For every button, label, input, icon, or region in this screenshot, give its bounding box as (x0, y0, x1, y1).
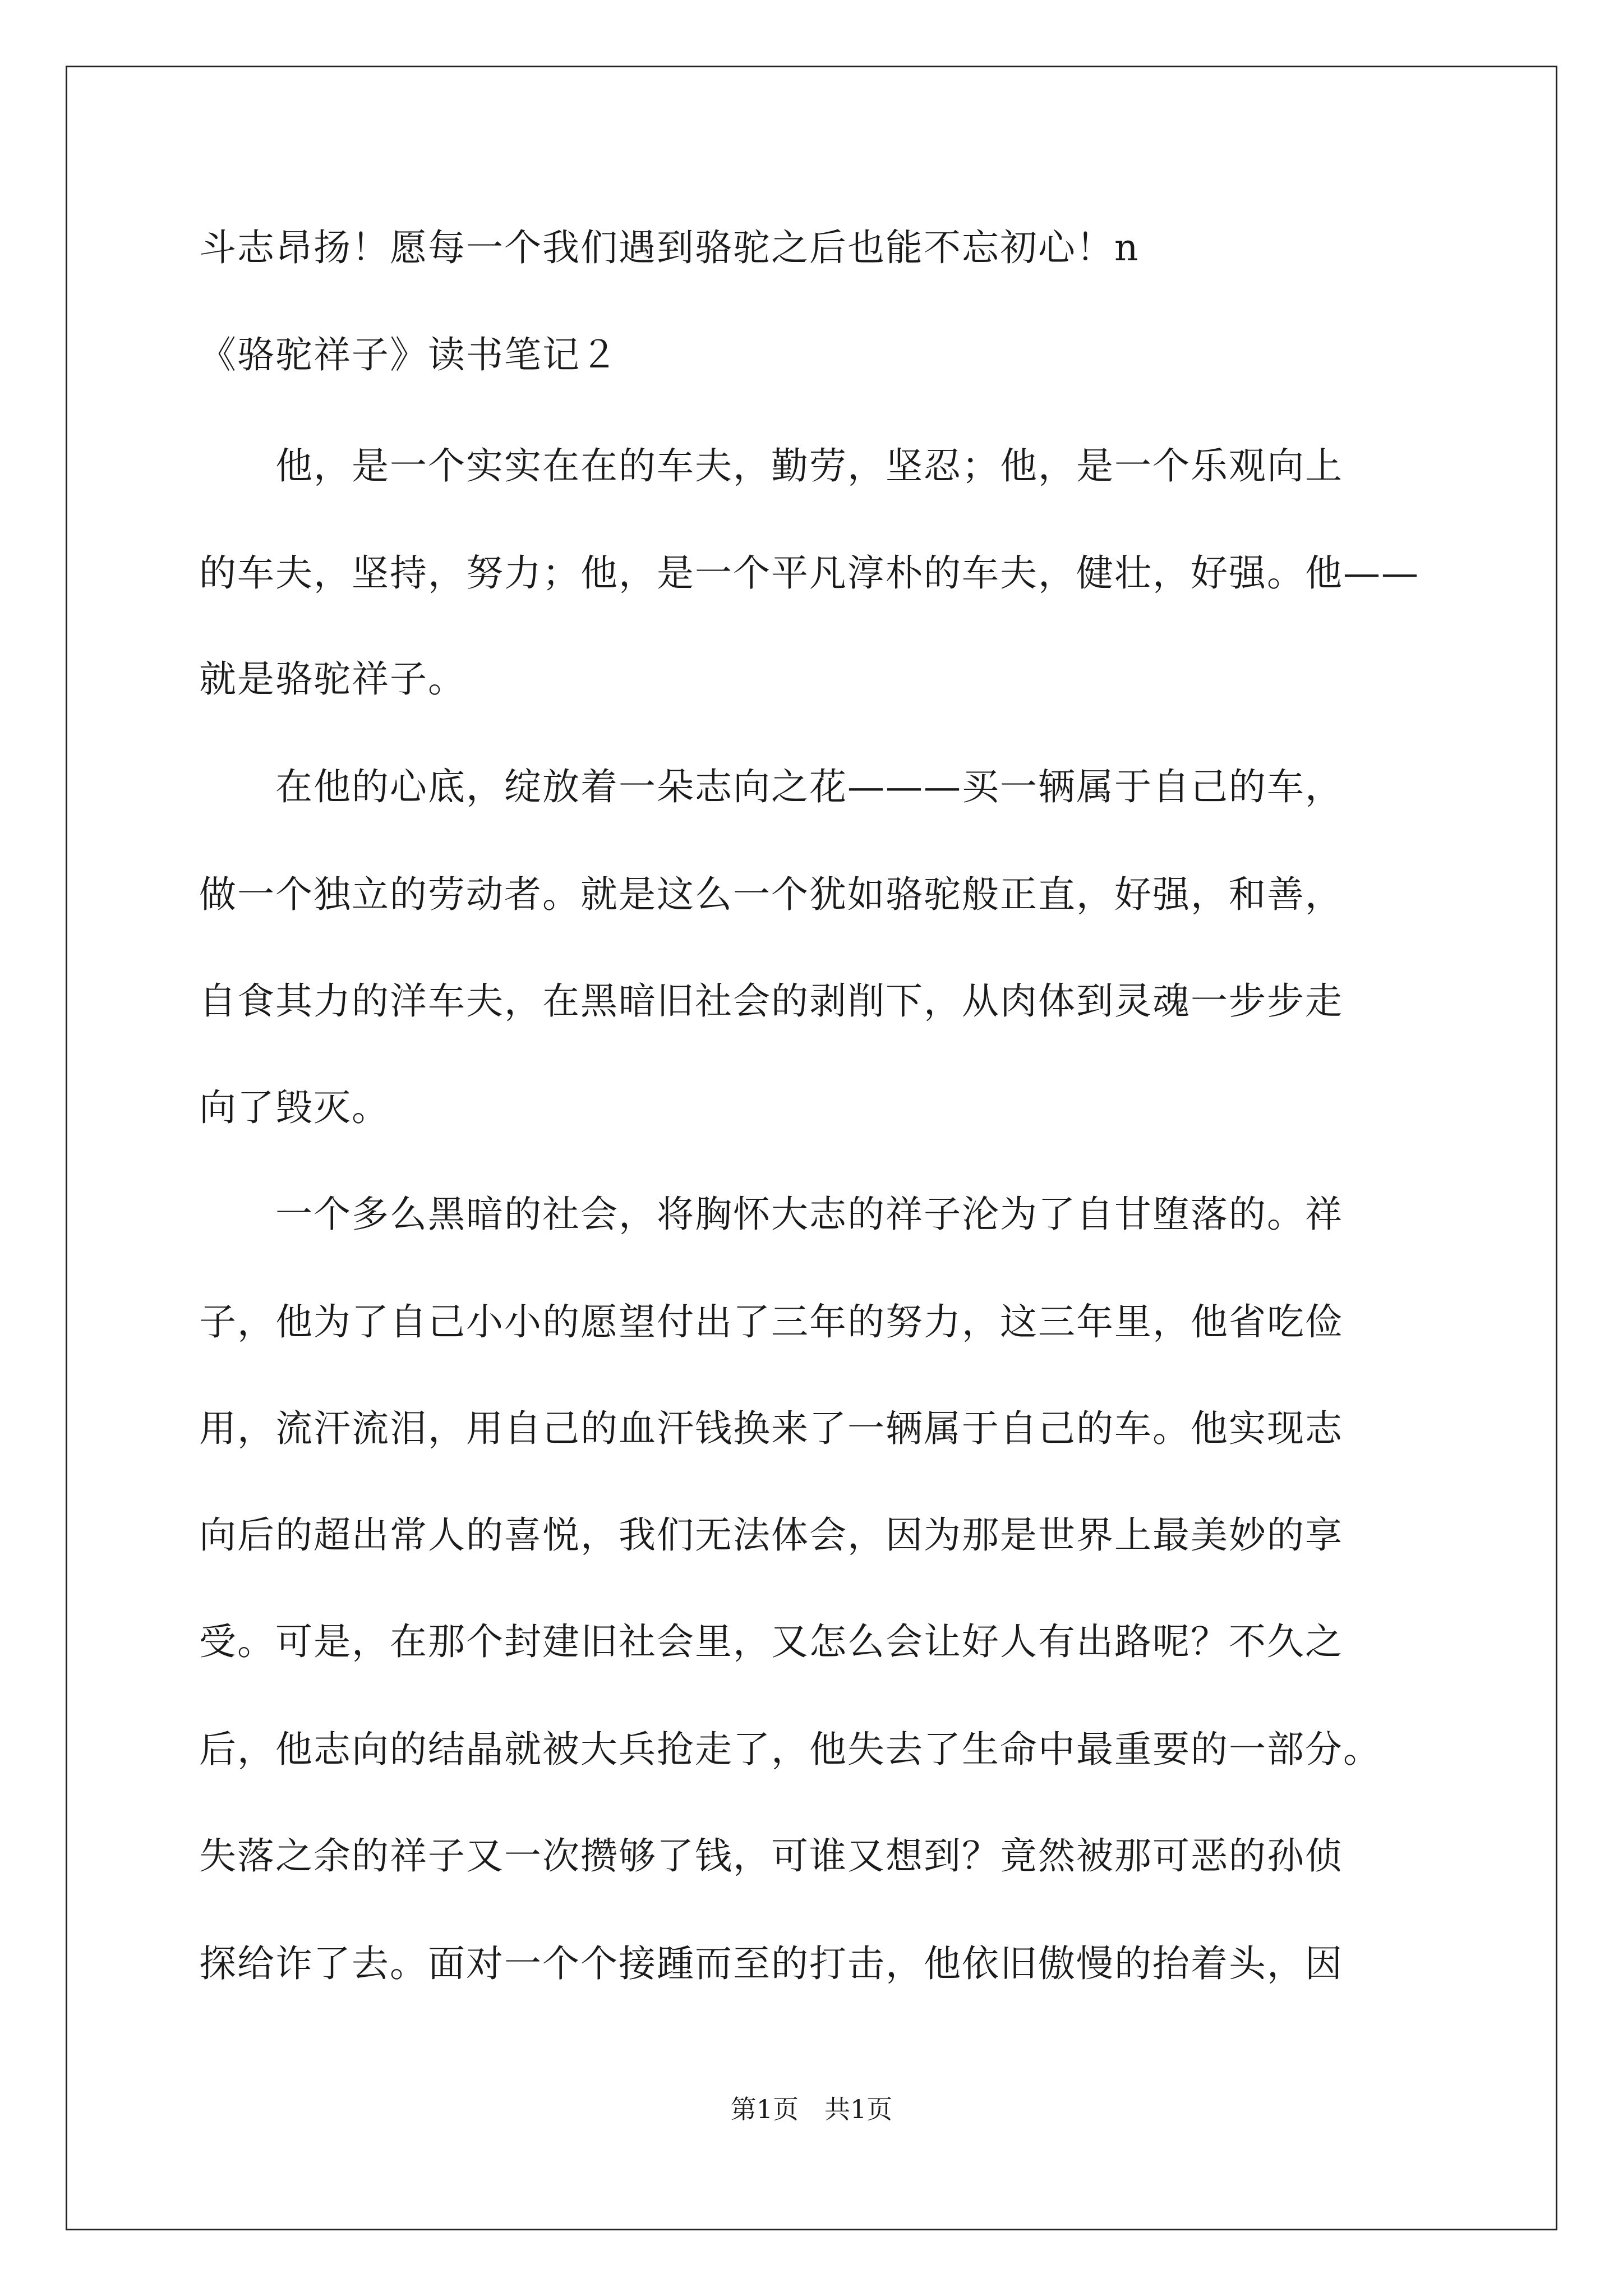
text-line: 失落之余的祥子又一次攒够了钱，可谁又想到？竟然被那可恶的孙侦 (199, 1834, 1343, 1878)
page-number-footer: 第1页 共1页 (730, 2094, 893, 2124)
section-heading: 《骆驼祥子》读书笔记２ (199, 333, 619, 376)
text-line: 做一个独立的劳动者。就是这么一个犹如骆驼般正直，好强，和善， (199, 873, 1343, 916)
text-line: 向了毁灭。 (199, 1086, 390, 1129)
text-line: 探给诈了去。面对一个个接踵而至的打击，他依旧傲慢的抬着头，因 (199, 1942, 1343, 1985)
text-line: 自食其力的洋车夫，在黑暗旧社会的剥削下，从肉体到灵魂一步步走 (199, 979, 1343, 1023)
page-border (66, 66, 1557, 2230)
text-line: 就是骆驼祥子。 (199, 657, 466, 701)
text-line: 用，流汗流泪，用自己的血汗钱换来了一辆属于自己的车。他实现志 (199, 1407, 1343, 1450)
text-line: 的车夫，坚持，努力；他，是一个平凡淳朴的车夫，健壮，好强。他—— (199, 551, 1419, 595)
text-line: 后，他志向的结晶就被大兵抢走了，他失去了生命中最重要的一部分。 (199, 1728, 1381, 1771)
text-line: 受。可是，在那个封建旧社会里，又怎么会让好人有出路呢？不久之 (199, 1620, 1343, 1663)
text-line: 一个多么黑暗的社会，将胸怀大志的祥子沦为了自甘堕落的。祥 (199, 1193, 1343, 1236)
text-line: 子，他为了自己小小的愿望付出了三年的努力，这三年里，他省吃俭 (199, 1300, 1343, 1343)
text-line: 他，是一个实实在在的车夫，勤劳，坚忍；他，是一个乐观向上 (199, 444, 1343, 487)
text-line: 向后的超出常人的喜悦，我们无法体会，因为那是世界上最美妙的享 (199, 1513, 1343, 1557)
text-line: 斗志昂扬！愿每一个我们遇到骆驼之后也能不忘初心！n (199, 226, 1140, 269)
text-line: 在他的心底，绽放着一朵志向之花———买一辆属于自己的车， (199, 765, 1343, 808)
